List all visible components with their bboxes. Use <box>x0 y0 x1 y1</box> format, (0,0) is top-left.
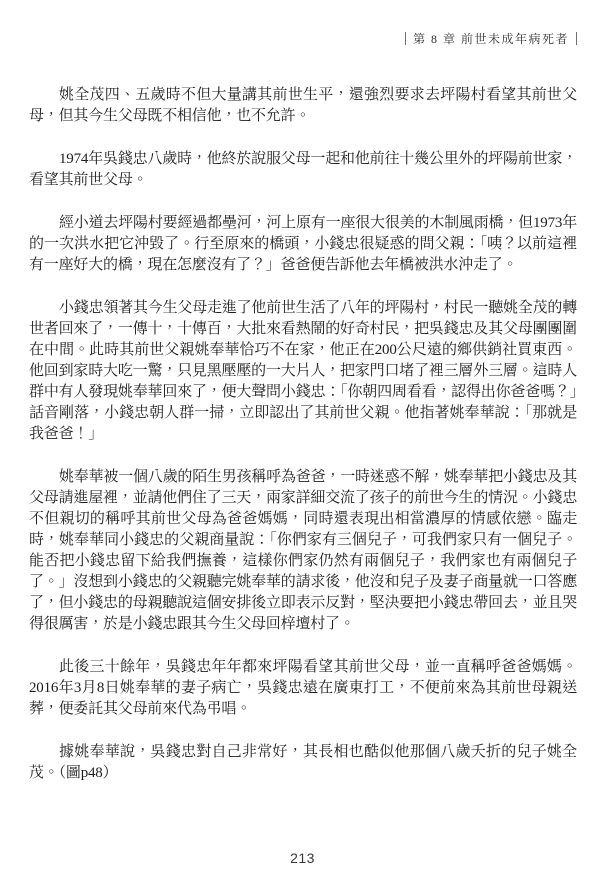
running-header <box>405 30 577 47</box>
paragraph-2: 1974年吳錢忠八歲時，他終於說服父母一起和他前往十幾公里外的坪陽前世家，看望其前世父母。 <box>29 151 577 188</box>
chapter-title: 第 8 章 前世未成年病死者 <box>412 32 569 46</box>
paragraph-5: 姚奉華被一個八歲的陌生男孩稱呼為爸爸，一時迷惑不解，姚奉華把小錢忠及其父母請進屋裡，並請他們住了三天，兩家詳細交流了孩子的前世今生的情況。小錢忠不但親切的稱呼其前世父母為爸爸媽媽，同時還表現出相當濃厚的情感依戀。臨走時，姚奉華同小錢忠的父親商量說：「你們家有三個兒子，可我們家只有一個兒子。能否把小錢忠留下給我們撫養，這樣你們家仍然有兩個兒子，我們家也有兩個兒子了。」沒想到小錢忠的父親聽完姚奉華的請求後，他沒和兒子及妻子商量就一口答應了，但小錢忠的母親聽說這個安排後立即表示反對，堅決要把小錢忠帶回去，並且哭得很厲害，於是小錢忠跟其今生父母回梓壇村了。 <box>29 469 578 632</box>
page-number: 213 <box>290 850 315 866</box>
paragraph-7: 據姚奉華說，吳錢忠對自己非常好，其長相也酷似他那個八歲夭折的兒子姚全茂。（圖p48） <box>29 744 577 781</box>
article-body <box>29 85 577 806</box>
paragraph-6: 此後三十餘年，吳錢忠年年都來坪陽看望其前世父母，並一直稱呼爸爸媽媽。2016年3月8日姚奉華的妻子病亡，吳錢忠遠在廣東打工，不便前來為其前世母親送葬，便委託其父母前來代為弔唱。 <box>29 659 577 717</box>
header-rule-right <box>576 32 577 45</box>
paragraph-4: 小錢忠領著其今生父母走進了他前世生活了八年的坪陽村，村民一聽姚全茂的轉世者回來了，一傳十，十傳百，大批來看熱鬧的好奇村民，把吳錢忠及其父母團團圍在中間。此時其前世父親姚奉華恰巧不在家，他正在200公尺遠的鄉供銷社買東西。他回到家時大吃一驚，只見黑壓壓的一大片人，把家門口堵了裡三層外三層。這時人群中有人發現姚奉華回來了，便大聲問小錢忠：「你朝四周看看，認得出你爸爸嗎？」話音剛落，小錢忠朝人群一掃，立即認出了其前世父親。他指著姚奉華說：「那就是我爸爸！」 <box>29 300 578 442</box>
paragraph-1: 姚全茂四、五歲時不但大量講其前世生平，還強烈要求去坪陽村看望其前世父母，但其今生父母既不相信他，也不允許。 <box>29 87 577 124</box>
header-rule-left <box>405 32 406 45</box>
paragraph-3: 經小道去坪陽村要經過都壘河，河上原有一座很大很美的木制風雨橋，但1973年的一次洪水把它沖毀了。行至原來的橋頭，小錢忠很疑惑的問父親：「咦？以前這裡有一座好大的橋，現在怎麼沒有了？」爸爸便告訴他去年橋被洪水沖走了。 <box>29 215 577 273</box>
